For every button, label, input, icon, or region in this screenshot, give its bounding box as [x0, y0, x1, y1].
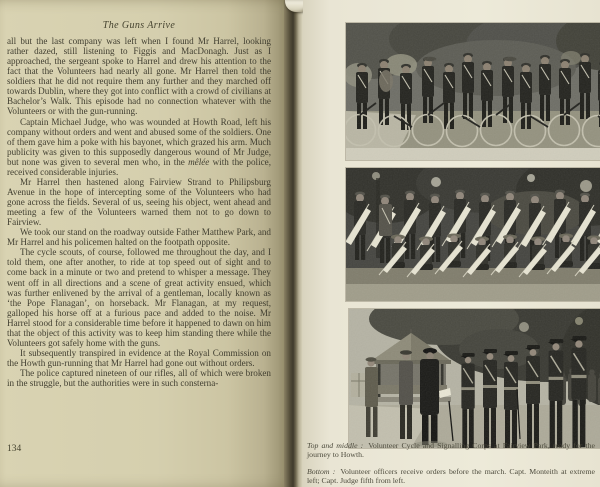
paragraph-3: Mr Harrel then hastened along Fairview Strand to Philipsburg Avenue in the hope of intercepting some of the Volunteers who had gone across the fields. Several of us, seeing his object, went ahead and meeting a few of the Volunteers warned them not to go down to Fairview.	[7, 176, 271, 228]
melee-italic: mêlée	[188, 156, 210, 167]
signalling-corps-illustration	[346, 168, 600, 301]
officers-orders-photo	[349, 309, 600, 448]
body-text	[7, 36, 271, 388]
left-page	[0, 0, 284, 487]
caption-bottom	[307, 467, 595, 486]
cycle-corps-photo	[346, 23, 600, 160]
signalling-corps-photo	[346, 168, 600, 301]
cycle-corps-illustration	[346, 23, 600, 160]
caption-top-middle	[307, 441, 595, 460]
paragraph-4: We took our stand on the roadway outside Father Matthew Park, and Mr Harrel and his policemen halted on the footpath opposite.	[7, 227, 271, 248]
book-gutter	[284, 0, 303, 487]
page-number: 134	[7, 444, 22, 454]
paragraph-5: The cycle scouts, of course, followed me throughout the day, and I told them, one after another, to ride at top speed out of sight and to come back in a minute or two and pretend to whisper a message. They went off in all directions and a scene of great activity ensued, which was further enlivened by the arrival of a gentleman, locally known as ‘the Pope Flanagan’, on horseback. Mr Flanagan, at my request, galloped his horse off at a furious pace and added to the noise. Mr Harrel stood for a considerable time before it happened to dawn on him that the object of this activity was to keep him standing there while the Volunteers got safely home with the guns.	[7, 247, 271, 348]
caption-bottom-text: Volunteer officers receive orders before the march. Capt. Monteith at extreme left; Capt. Judge fifth from left.	[307, 466, 595, 485]
paragraph-1: all but the last company was left when I found Mr Harrel, looking rather dazed, still listening to Figgis and MacDonagh. Just as I approached, the sergeant spoke to Harrel and drew his attention to the fact that the Volunteers had nearly all gone. Mr Harrel then told the soldiers that he did not require them any further and they marched off towards Dublin, where they got into conflict with a crowd of civilians at Bachelor’s Walk. This episode had no connection whatever with the Volunteers or with the gun-running.	[7, 36, 271, 117]
caption-top-middle-text: Volunteer Cycle and Signalling Corps at Fairview Park, ready for the journey to Howth.	[307, 441, 595, 460]
right-page	[303, 0, 600, 487]
caption-bottom-label: Bottom :	[307, 466, 336, 476]
paragraph-2	[7, 117, 271, 177]
paragraph-6: It subsequently transpired in evidence at the Royal Commission on the Howth gun-running that Mr Harrel had gone out without orders.	[7, 347, 271, 368]
paragraph-2-end: with the police, received considerable injuries.	[7, 156, 272, 177]
photo-captions	[307, 441, 595, 487]
paragraph-7: The police captured nineteen of our rifles, all of which were broken in the struggle, but the authorities were in such consterna-	[7, 368, 271, 389]
running-head: The Guns Arrive	[102, 20, 176, 31]
caption-top-middle-label: Top and middle :	[307, 441, 364, 450]
officers-orders-illustration	[349, 309, 600, 448]
paragraph-2-text: Captain Michael Judge, who was wounded at Howth Road, left his company without orders and went and abused some of the soldiers. One of them gave him a poke with his bayonet, which grazed his arm. Much publicity was given to this supposedly dangerous wound of Mr Judge, but none was given to several men who, in the	[7, 116, 271, 167]
